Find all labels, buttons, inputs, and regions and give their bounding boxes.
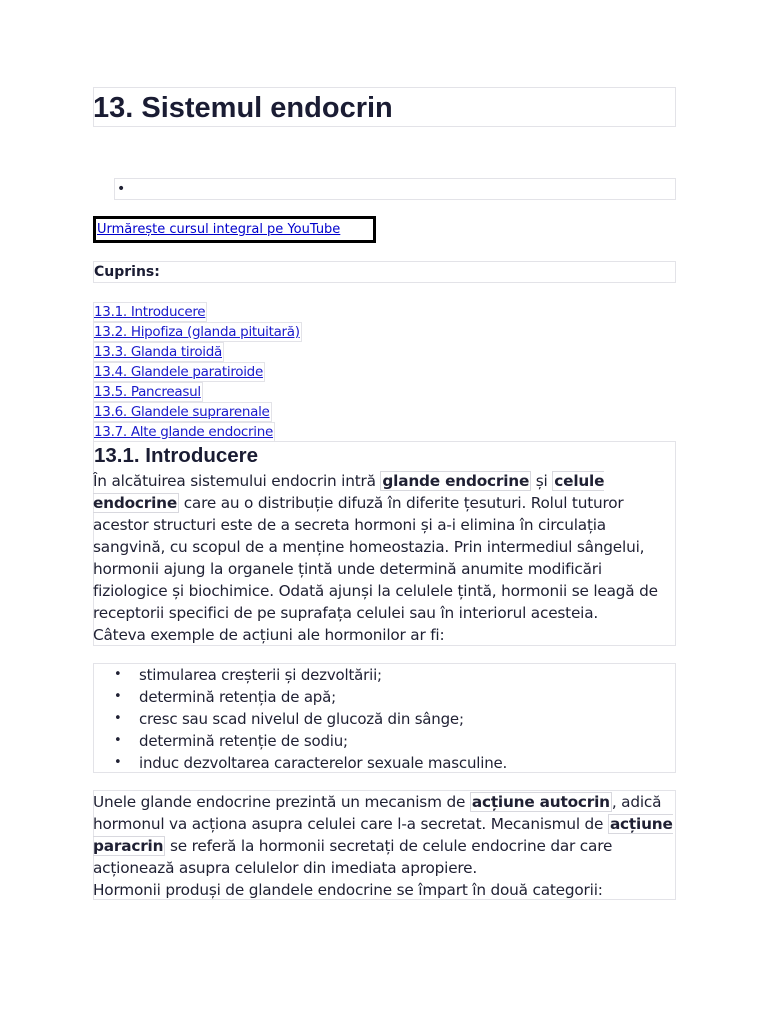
toc-item [93,321,302,341]
toc-link-glandele-suprarenale[interactable]: 13.6. Glandele suprarenale [94,404,270,420]
toc-heading-frame [93,261,676,283]
term-celule-endocrine: celule endocrine [93,472,605,512]
toc-heading: Cuprins: [94,264,160,280]
intro-paragraph [93,470,675,646]
list-item: • induc dezvoltarea caracterelor sexuale masculine. [114,752,507,774]
toc-item [93,361,302,381]
empty-list-frame [114,178,676,200]
section-title: 13.1. Introducere [94,444,259,467]
intro-text-4: Câteva exemple de acțiuni ale hormonilor ar fi: [93,626,445,644]
toc-item [93,381,302,401]
toc-item [93,341,302,361]
list-item: • determină retenția de apă; [114,686,507,708]
page-title: 13. Sistemul endocrin [93,92,393,124]
toc-link-introducere[interactable]: 13.1. Introducere [94,304,206,320]
toc-item [93,301,302,321]
toc-link-glandele-paratiroide[interactable]: 13.4. Glandele paratiroide [94,364,263,380]
hormone-actions-list [114,664,507,774]
term-actiune-autocrin: acțiune autocrin [471,793,610,811]
toc-link-glanda-tiroida[interactable]: 13.3. Glanda tiroidă [94,344,222,360]
toc-link-alte-glande[interactable]: 13.7. Alte glande endocrine [94,424,274,440]
toc-link-pancreasul[interactable]: 13.5. Pancreasul [94,384,201,400]
toc-item [93,421,302,441]
table-of-contents [93,301,302,441]
mech-text-3: se referă la hormonii secretați de celule endocrine dar care acționează asupra celulelor din imediata apropiere. [93,837,613,877]
list-item: • cresc sau scad nivelul de glucoză din sânge; [114,708,507,730]
mech-text-2: , adică hormonul va acționa asupra celulei care l-a secretat. Mecanismul de [93,793,662,833]
intro-text-1: În alcătuirea sistemului endocrin intră [93,472,381,490]
empty-bullet: • [117,181,126,197]
mech-text-4: Hormonii produși de glandele endocrine se împart în două categorii: [93,881,603,899]
mechanism-paragraph [93,791,675,901]
term-actiune-paracrin: acțiune paracrin [93,815,673,855]
youtube-course-link[interactable]: Urmărește cursul integral pe YouTube [93,216,376,243]
intro-text-2: și [531,472,553,490]
list-item: • determină retenție de sodiu; [114,730,507,752]
intro-text-3: care au o distribuție difuză în diferite țesuturi. Rolul tuturor acestor structuri este de a secreta hormoni și a-i elimina în circulația sangvină, cu scopul de a menține homeostazia. Prin intermediul sângelui, hormonii ajung la organele țintă unde determină anumite modificări fiziologice și biochimice. Odată ajunși la celulele țintă, hormonii se leagă de receptorii specifici de pe suprafața celulei sau în interiorul acesteia. [93,494,658,622]
list-item: • stimularea creșterii și dezvoltării; [114,664,507,686]
term-glande-endocrine: glande endocrine [382,472,530,490]
toc-item [93,401,302,421]
mech-text-1: Unele glande endocrine prezintă un mecanism de [93,793,470,811]
toc-link-hipofiza[interactable]: 13.2. Hipofiza (glanda pituitară) [94,324,300,340]
